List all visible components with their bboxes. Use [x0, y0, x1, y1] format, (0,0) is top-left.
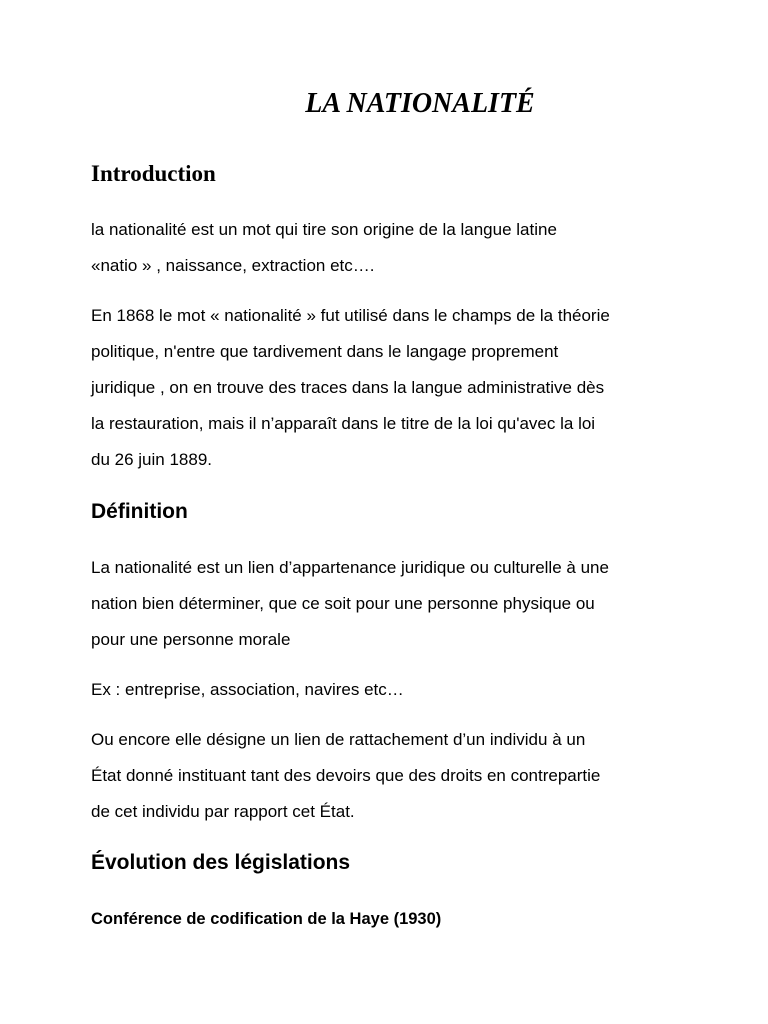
- text-line: Ou encore elle désigne un lien de rattachement d’un individu à un: [91, 730, 586, 749]
- text-line: pour une personne morale: [91, 630, 291, 649]
- subsection-heading-hague-conference: Conférence de codification de la Haye (1930): [91, 910, 442, 928]
- paragraph-origin: [91, 212, 691, 284]
- document-title: LA NATIONALITÉ: [305, 88, 535, 119]
- text-line: politique, n'entre que tardivement dans le langage proprement: [91, 342, 559, 361]
- text-line: En 1868 le mot « nationalité » fut utilisé dans le champs de la théorie: [91, 306, 610, 325]
- text-line: nation bien déterminer, que ce soit pour une personne physique ou: [91, 594, 595, 613]
- paragraph-attachment: [91, 722, 691, 830]
- text-line: juridique , on en trouve des traces dans la langue administrative dès: [91, 378, 605, 397]
- text-line: la nationalité est un mot qui tire son origine de la langue latine: [91, 220, 557, 239]
- section-heading-definition: Définition: [91, 500, 188, 523]
- paragraph-examples: [91, 672, 691, 708]
- text-line: Ex : entreprise, association, navires etc…: [91, 680, 404, 699]
- text-line: La nationalité est un lien d’appartenance juridique ou culturelle à une: [91, 558, 609, 577]
- paragraph-definition: [91, 550, 691, 658]
- text-line: «natio » , naissance, extraction etc….: [91, 256, 375, 275]
- text-line: État donné instituant tant des devoirs que des droits en contrepartie: [91, 766, 601, 785]
- section-heading-introduction: Introduction: [91, 161, 216, 186]
- paragraph-history: [91, 298, 691, 478]
- text-line: de cet individu par rapport cet État.: [91, 802, 355, 821]
- text-line: du 26 juin 1889.: [91, 450, 212, 469]
- section-heading-evolution: Évolution des législations: [91, 851, 351, 874]
- text-line: la restauration, mais il n’apparaît dans le titre de la loi qu'avec la loi: [91, 414, 596, 433]
